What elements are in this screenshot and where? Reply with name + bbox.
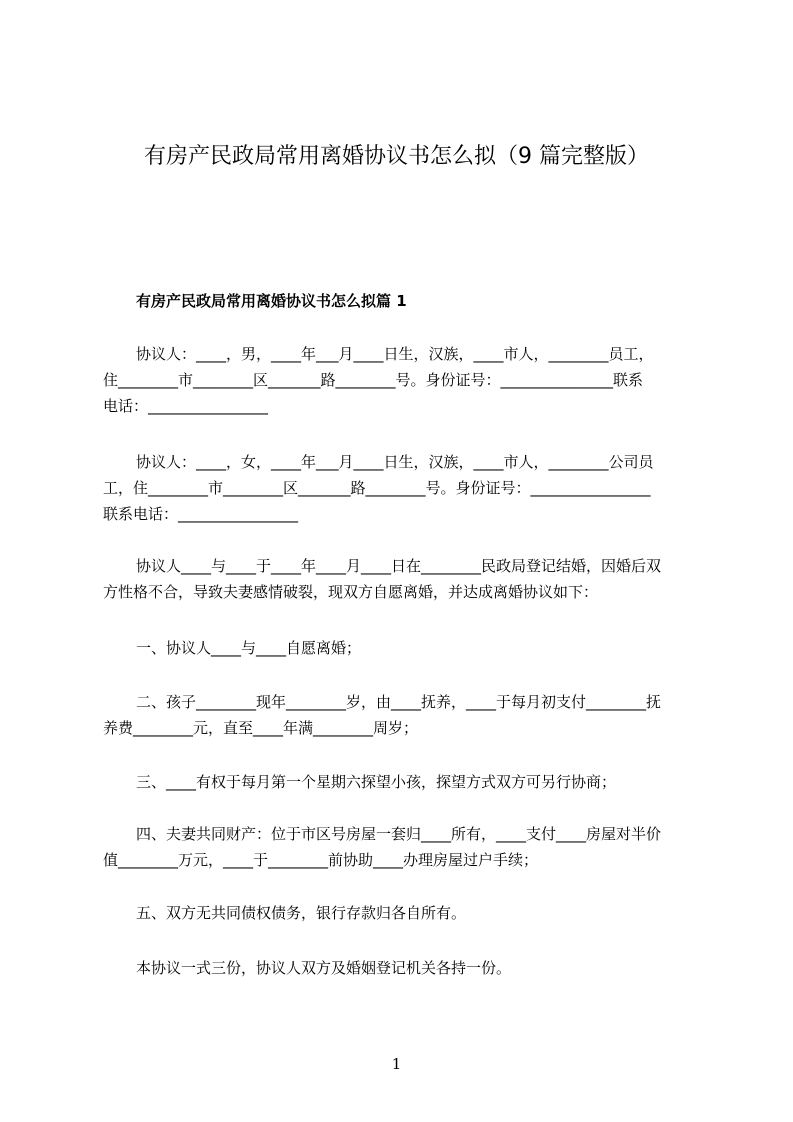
section-title: 有房产民政局常用离婚协议书怎么拟篇 1 <box>136 292 407 310</box>
paragraph-line: 四、夫妻共同财产：位于市区号房屋一套归____所有，____支付____房屋对半价 <box>136 825 662 843</box>
clause-1 <box>103 635 701 661</box>
paragraph-party-female <box>103 449 701 527</box>
paragraph-line: 协议人：____，女，____年___月____日生，汉族，____市人，________公司员 <box>136 453 654 471</box>
paragraph-line: 三、____有权于每月第一个星期六探望小孩，探望方式双方可另行协商； <box>136 773 617 791</box>
paragraph-copies <box>103 955 701 981</box>
paragraph-line: 二、孩子________现年________岁，由____抚养，____于每月初支付________抚 <box>136 693 662 711</box>
paragraph-line: 一、协议人____与____自愿离婚； <box>136 639 362 657</box>
paragraph-line: 联系电话：________________ <box>103 505 299 523</box>
paragraph-line: 住________市________区_______路________号。身份证号：_______________联系 <box>103 371 644 389</box>
paragraph-line: 值________万元，____于________前协助____办理房屋过户手续； <box>103 851 539 869</box>
page-number: 1 <box>391 1055 402 1073</box>
clause-3 <box>103 769 701 795</box>
paragraph-line: 方性格不合，导致夫妻感情破裂，现双方自愿离婚，并达成离婚协议如下： <box>103 583 599 601</box>
paragraph-line: 协议人____与____于____年____月____日在________民政局登记结婚，因婚后双 <box>136 557 662 575</box>
paragraph-party-male <box>103 341 701 419</box>
clause-4 <box>103 821 701 873</box>
paragraph-line: 协议人：____，男，____年___月____日生，汉族，____市人，________员工， <box>136 345 654 363</box>
document-title: 有房产民政局常用离婚协议书怎么拟（9 篇完整版） <box>144 144 649 169</box>
clause-2 <box>103 689 701 741</box>
clause-5 <box>103 900 701 926</box>
paragraph-line: 工，住________市________区_______路________号。身份证号：________________ <box>103 479 651 497</box>
paragraph-marriage-info <box>103 553 701 605</box>
paragraph-line: 养费________元，直至____年满________周岁； <box>103 719 419 737</box>
paragraph-line: 五、双方无共同债权债务，银行存款归各自所有。 <box>136 904 467 922</box>
paragraph-line: 本协议一式三份，协议人双方及婚姻登记机关各持一份。 <box>136 959 512 977</box>
paragraph-line: 电话：________________ <box>103 397 269 415</box>
